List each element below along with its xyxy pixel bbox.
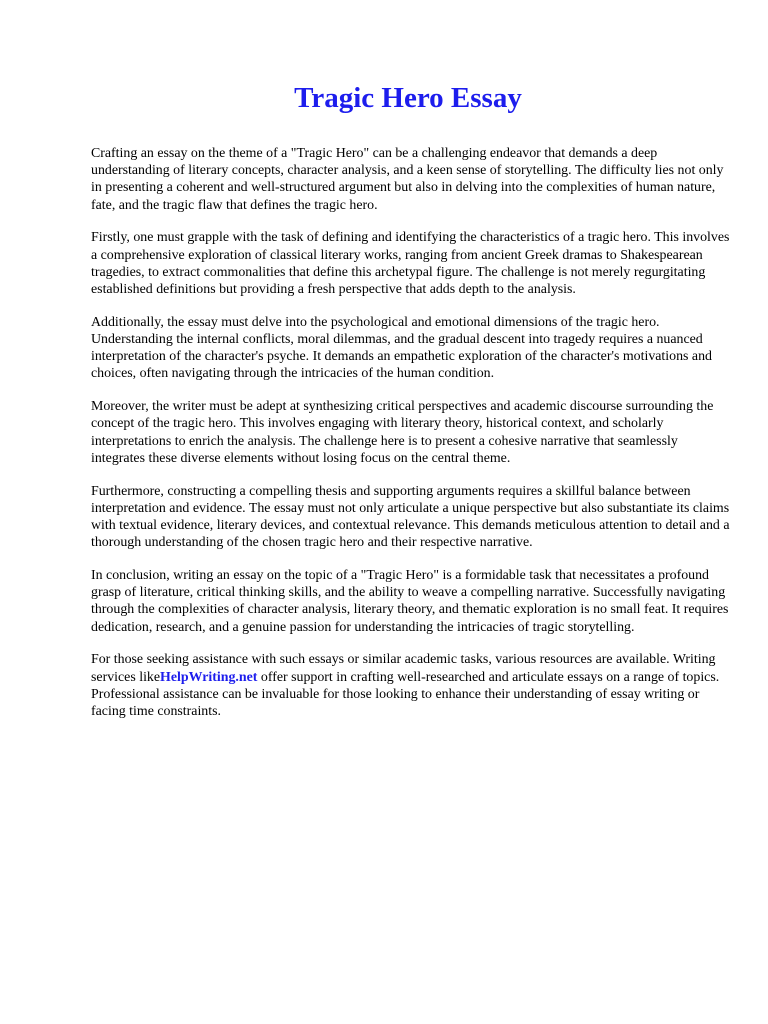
paragraph-critical-perspectives: Moreover, the writer must be adept at synthesizing critical perspectives and academic discourse surrounding the concept of the tragic hero. This involves engaging with literary theory, historical context, and scholarly interpretations to enrich the analysis. The challenge here is to present a cohesive narrative that seamlessly integrates these diverse elements without losing focus on the central theme.: [91, 399, 714, 466]
document-title: Tragic Hero Essay: [294, 82, 522, 114]
assistance-text-before: For those seeking assistance with such essays or similar academic tasks, various resources are available. Writing services like: [91, 652, 716, 685]
assistance-text-after: offer support in crafting well-researched and articulate essays on a range of topics. Professional assistance can be invaluable for those looking to enhance their understanding of essay writing or facing time constraints.: [91, 669, 720, 720]
paragraph-psychology: Additionally, the essay must delve into the psychological and emotional dimensions of the tragic hero. Understanding the internal conflicts, moral dilemmas, and the gradual descent into tragedy requires a nuanced interpretation of the character's psyche. It demands an empathetic exploration of the character's motivations and choices, often navigating through the intricacies of the human condition.: [91, 314, 712, 382]
paragraph-assistance: [91, 651, 731, 720]
helpwriting-link[interactable]: HelpWriting.net: [160, 669, 258, 685]
paragraph-thesis: Furthermore, constructing a compelling thesis and supporting arguments requires a skillful balance between interpretation and evidence. The essay must not only articulate a unique perspective but also substantiate its claims with textual evidence, literary devices, and contextual relevance. This demands meticulous attention to detail and a thorough understanding of the chosen tragic hero and their respective narrative.: [91, 483, 730, 551]
paragraph-definition: Firstly, one must grapple with the task of defining and identifying the characteristics of a tragic hero. This involves a comprehensive exploration of classical literary works, ranging from ancient Greek dramas to Shakespearean tragedies, to extract commonalities that define this archetypal figure. The challenge is not merely regurgitating established definitions but providing a fresh perspective that adds depth to the analysis.: [91, 230, 730, 298]
paragraph-conclusion: In conclusion, writing an essay on the topic of a "Tragic Hero" is a formidable task that necessitates a profound grasp of literature, critical thinking skills, and the ability to weave a compelling narrative. Successfully navigating through the complexities of character analysis, literary theory, and thematic exploration is no small feat. It requires dedication, research, and a genuine passion for understanding the intricacies of tragic storytelling.: [91, 568, 729, 635]
document-body: [91, 145, 731, 736]
paragraph-intro: Crafting an essay on the theme of a "Tragic Hero" can be a challenging endeavor that demands a deep understanding of literary concepts, character analysis, and a keen sense of storytelling. The difficulty lies not only in presenting a coherent and well-structured argument but also in delving into the complexities of human nature, fate, and the tragic flaw that defines the tragic hero.: [91, 146, 724, 213]
